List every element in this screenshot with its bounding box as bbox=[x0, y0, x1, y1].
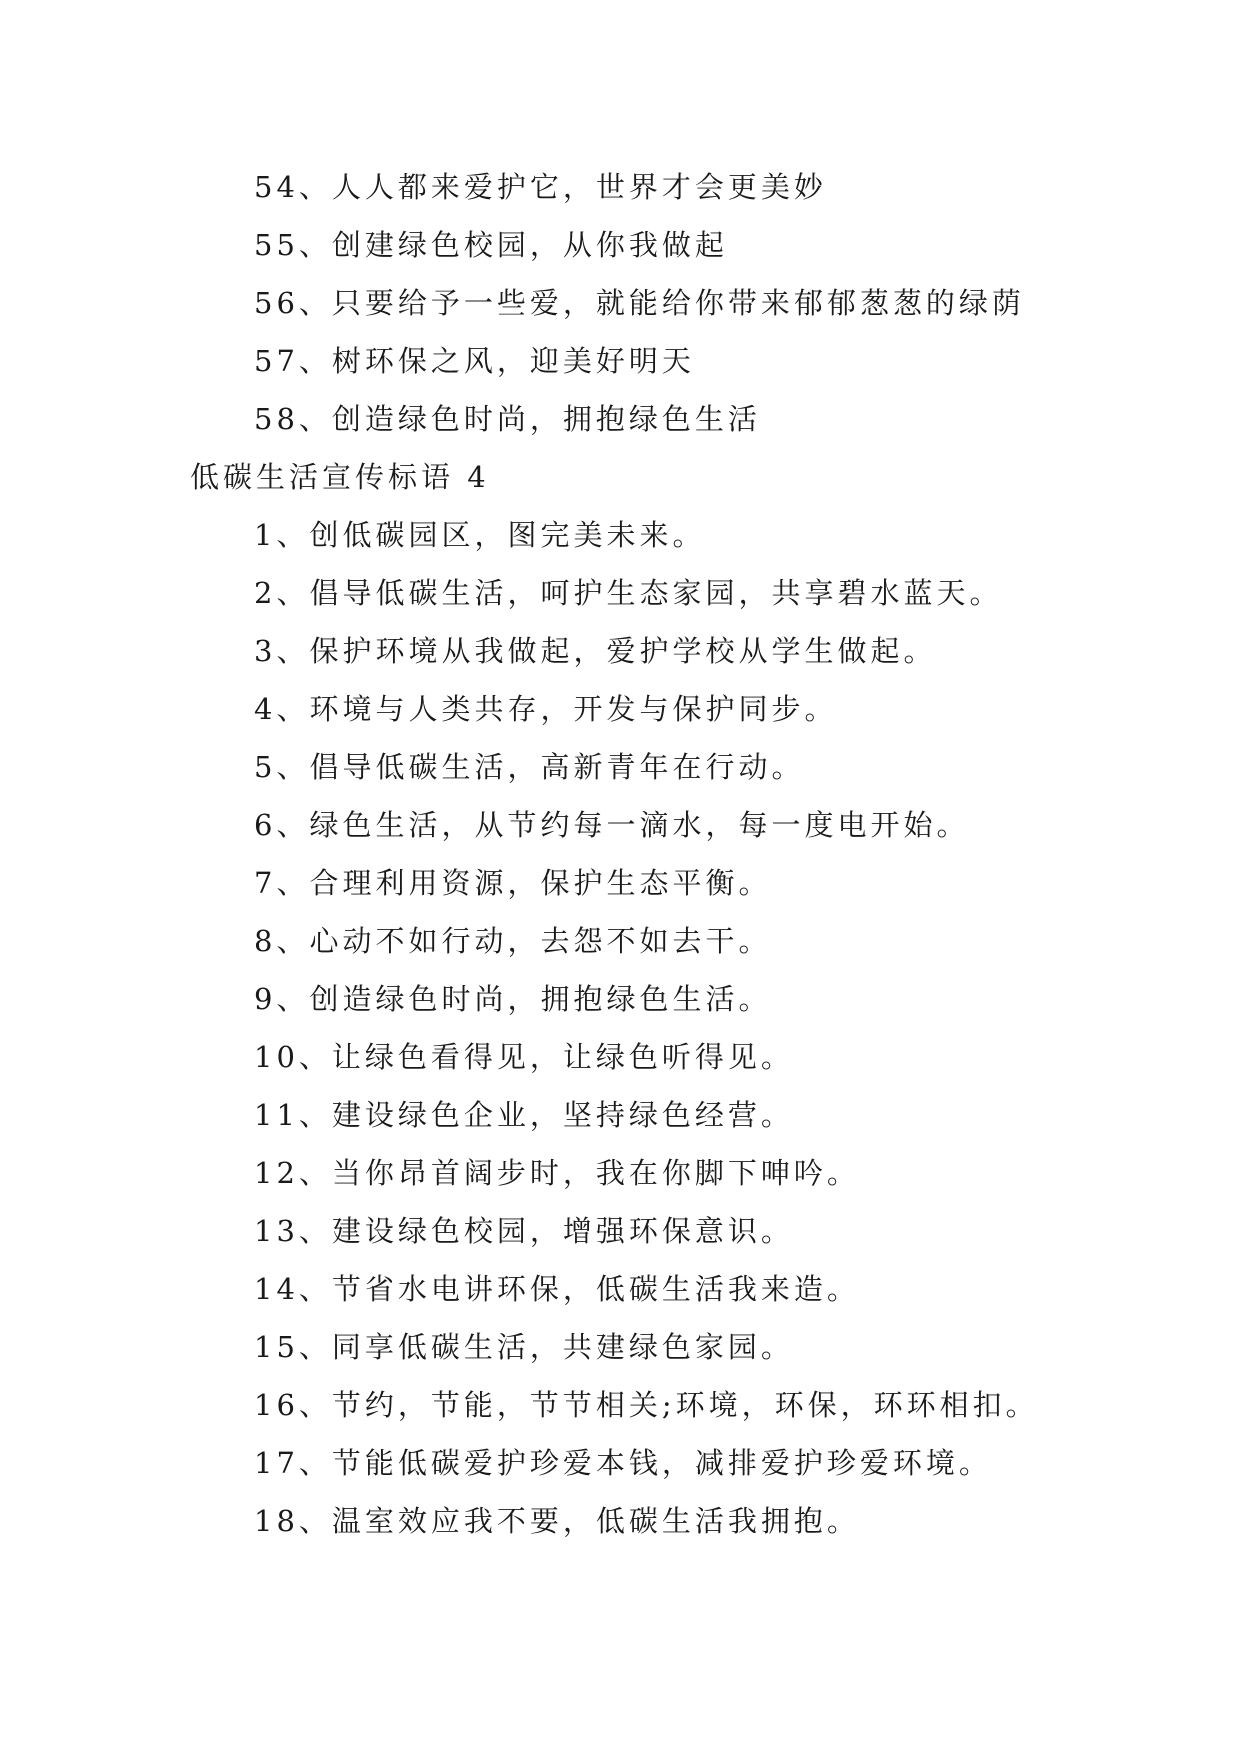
list-item: 17、节能低碳爱护珍爱本钱，减排爱护珍爱环境。 bbox=[254, 1446, 992, 1480]
list-item: 1、创低碳园区，图完美未来。 bbox=[254, 518, 706, 552]
document-body bbox=[0, 158, 1241, 1550]
list-item: 2、倡导低碳生活，呵护生态家园，共享碧水蓝天。 bbox=[254, 576, 1003, 610]
list-item: 4、环境与人类共存，开发与保护同步。 bbox=[254, 692, 838, 726]
list-item: 8、心动不如行动，去怨不如去干。 bbox=[254, 924, 772, 958]
list-item: 10、让绿色看得见，让绿色听得见。 bbox=[254, 1040, 794, 1074]
list-item: 11、建设绿色企业，坚持绿色经营。 bbox=[254, 1098, 794, 1132]
list-item: 13、建设绿色校园，增强环保意识。 bbox=[254, 1214, 794, 1248]
list-item: 7、合理利用资源，保护生态平衡。 bbox=[254, 866, 772, 900]
list-item: 6、绿色生活，从节约每一滴水，每一度电开始。 bbox=[254, 808, 970, 842]
list-item: 15、同享低碳生活，共建绿色家园。 bbox=[254, 1330, 794, 1364]
list-item: 55、创建绿色校园，从你我做起 bbox=[254, 228, 728, 262]
list-item: 58、创造绿色时尚，拥抱绿色生活 bbox=[254, 402, 761, 436]
list-item: 56、只要给予一些爱，就能给你带来郁郁葱葱的绿荫 bbox=[254, 286, 1025, 320]
list-item: 3、保护环境从我做起，爱护学校从学生做起。 bbox=[254, 634, 937, 668]
list-item: 9、创造绿色时尚，拥抱绿色生活。 bbox=[254, 982, 772, 1016]
list-item: 12、当你昂首阔步时，我在你脚下呻吟。 bbox=[254, 1156, 860, 1190]
list-item: 14、节省水电讲环保，低碳生活我来造。 bbox=[254, 1272, 860, 1306]
list-item: 5、倡导低碳生活，高新青年在行动。 bbox=[254, 750, 805, 784]
list-item: 57、树环保之风，迎美好明天 bbox=[254, 344, 695, 378]
section-heading: 低碳生活宣传标语 4 bbox=[190, 460, 490, 494]
list-item: 16、节约，节能，节节相关;环境，环保，环环相扣。 bbox=[254, 1388, 1039, 1422]
list-item: 18、温室效应我不要，低碳生活我拥抱。 bbox=[254, 1504, 860, 1538]
list-item: 54、人人都来爱护它，世界才会更美妙 bbox=[254, 170, 827, 204]
